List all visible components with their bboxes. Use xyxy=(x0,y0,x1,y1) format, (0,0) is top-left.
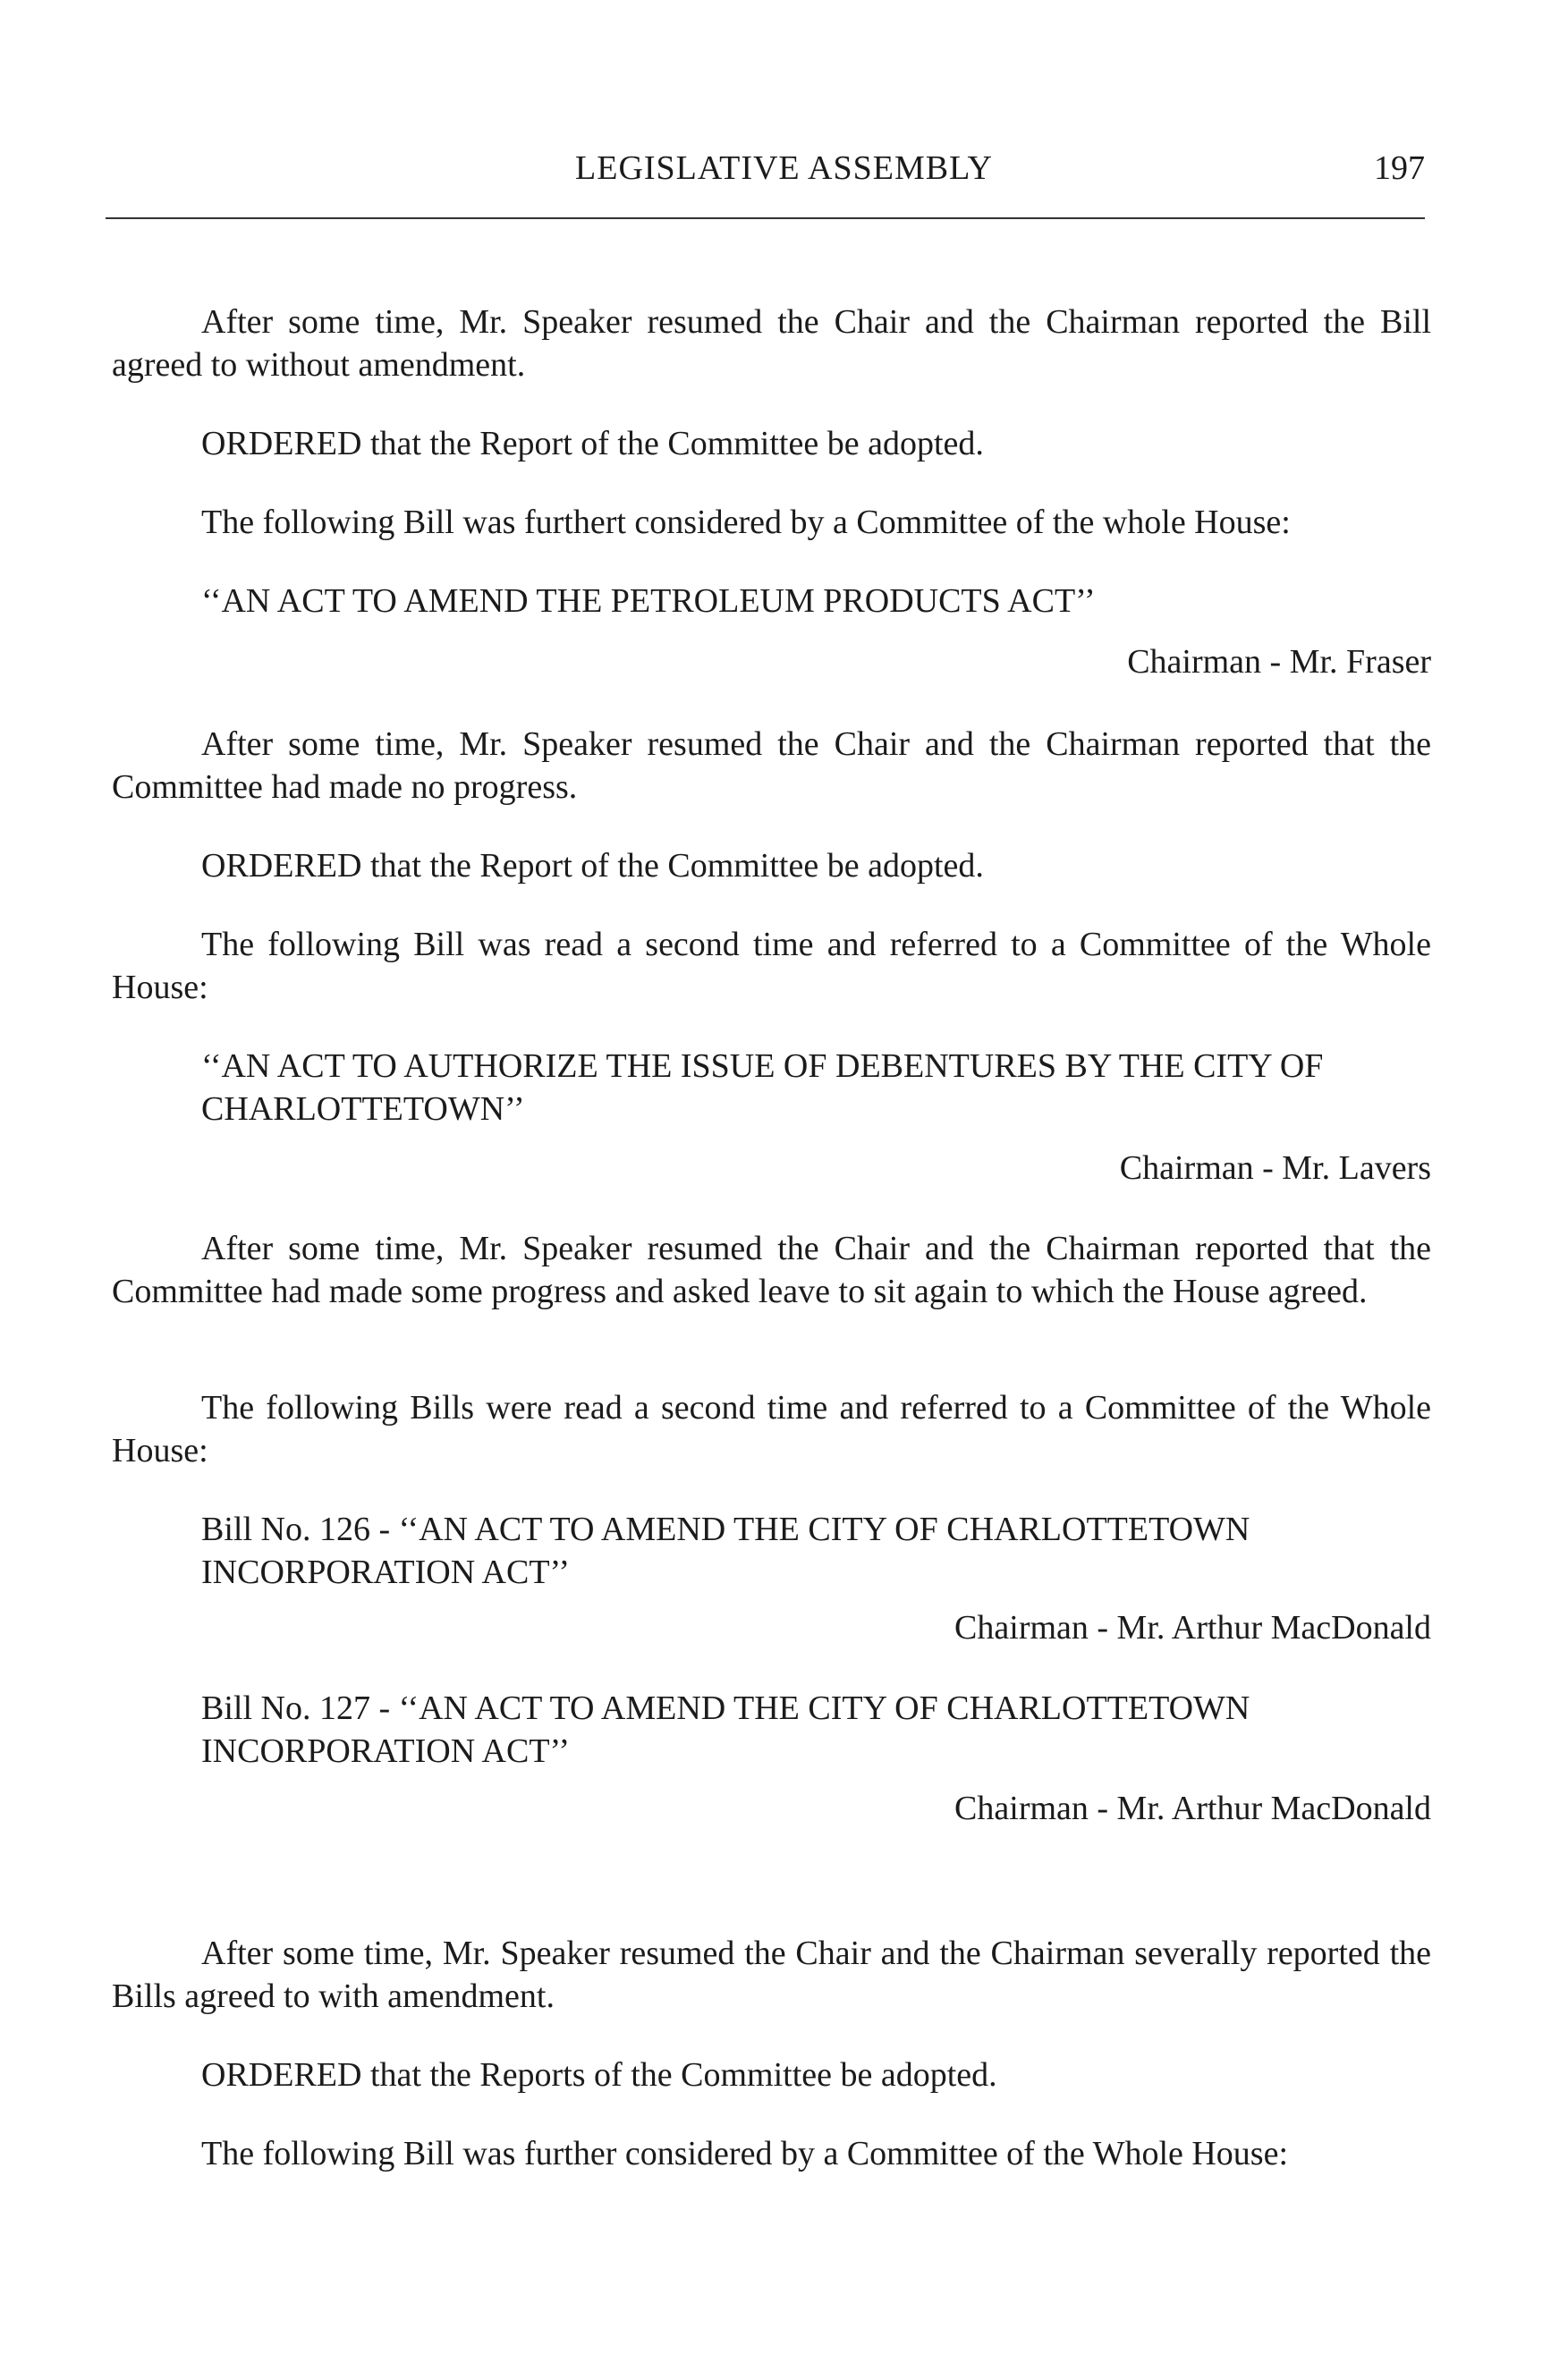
paragraph-second-reading-2: The following Bills were read a second time and referred to a Committee of the Whole House: xyxy=(112,1389,1431,1469)
chairman-line-macdonald-2: Chairman - Mr. Arthur MacDonald xyxy=(954,1790,1431,1827)
paragraph-speaker-resumed-2: After some time, Mr. Speaker resumed the Chair and the Chairman reported that the Committee had made no progress. xyxy=(112,725,1431,806)
paragraph-bill-considered-1: The following Bill was furthert considered by a Committee of the whole House: xyxy=(201,504,1291,541)
paragraph-second-reading-1: The following Bill was read a second time and referred to a Committee of the Whole House: xyxy=(112,926,1431,1006)
paragraph-ordered-3: ORDERED that the Reports of the Committee be adopted. xyxy=(201,2056,997,2094)
paragraph-speaker-resumed-3: After some time, Mr. Speaker resumed the Chair and the Chairman reported that the Committee had made some progress and asked leave to sit again to which the House agreed. xyxy=(112,1230,1431,1310)
chairman-line-macdonald-1: Chairman - Mr. Arthur MacDonald xyxy=(954,1609,1431,1647)
act-title-petroleum: ‘‘AN ACT TO AMEND THE PETROLEUM PRODUCTS ACT’’ xyxy=(201,582,1096,620)
running-header-title: LEGISLATIVE ASSEMBLY xyxy=(575,149,993,187)
paragraph-speaker-resumed-1: After some time, Mr. Speaker resumed the Chair and the Chairman reported the Bill agreed to without amendment. xyxy=(112,303,1431,384)
paragraph-ordered-2: ORDERED that the Report of the Committee be adopted. xyxy=(201,847,984,885)
page-number: 197 xyxy=(1374,149,1425,187)
header-divider xyxy=(106,217,1425,219)
chairman-line-fraser: Chairman - Mr. Fraser xyxy=(1127,643,1431,681)
paragraph-bill-considered-2: The following Bill was further considered by a Committee of the Whole House: xyxy=(201,2135,1289,2172)
bill-126-title: Bill No. 126 - ‘‘AN ACT TO AMEND THE CITY OF CHARLOTTETOWN INCORPORATION ACT’’ xyxy=(201,1511,1250,1591)
paragraph-ordered-1: ORDERED that the Report of the Committee be adopted. xyxy=(201,425,984,462)
act-title-debentures: ‘‘AN ACT TO AUTHORIZE THE ISSUE OF DEBENTURES BY THE CITY OF CHARLOTTETOWN’’ xyxy=(201,1047,1324,1128)
paragraph-speaker-resumed-4: After some time, Mr. Speaker resumed the Chair and the Chairman severally reported the Bills agreed to with amendment. xyxy=(112,1935,1431,2015)
chairman-line-lavers: Chairman - Mr. Lavers xyxy=(1119,1149,1431,1187)
bill-127-title: Bill No. 127 - ‘‘AN ACT TO AMEND THE CITY OF CHARLOTTETOWN INCORPORATION ACT’’ xyxy=(201,1689,1250,1770)
